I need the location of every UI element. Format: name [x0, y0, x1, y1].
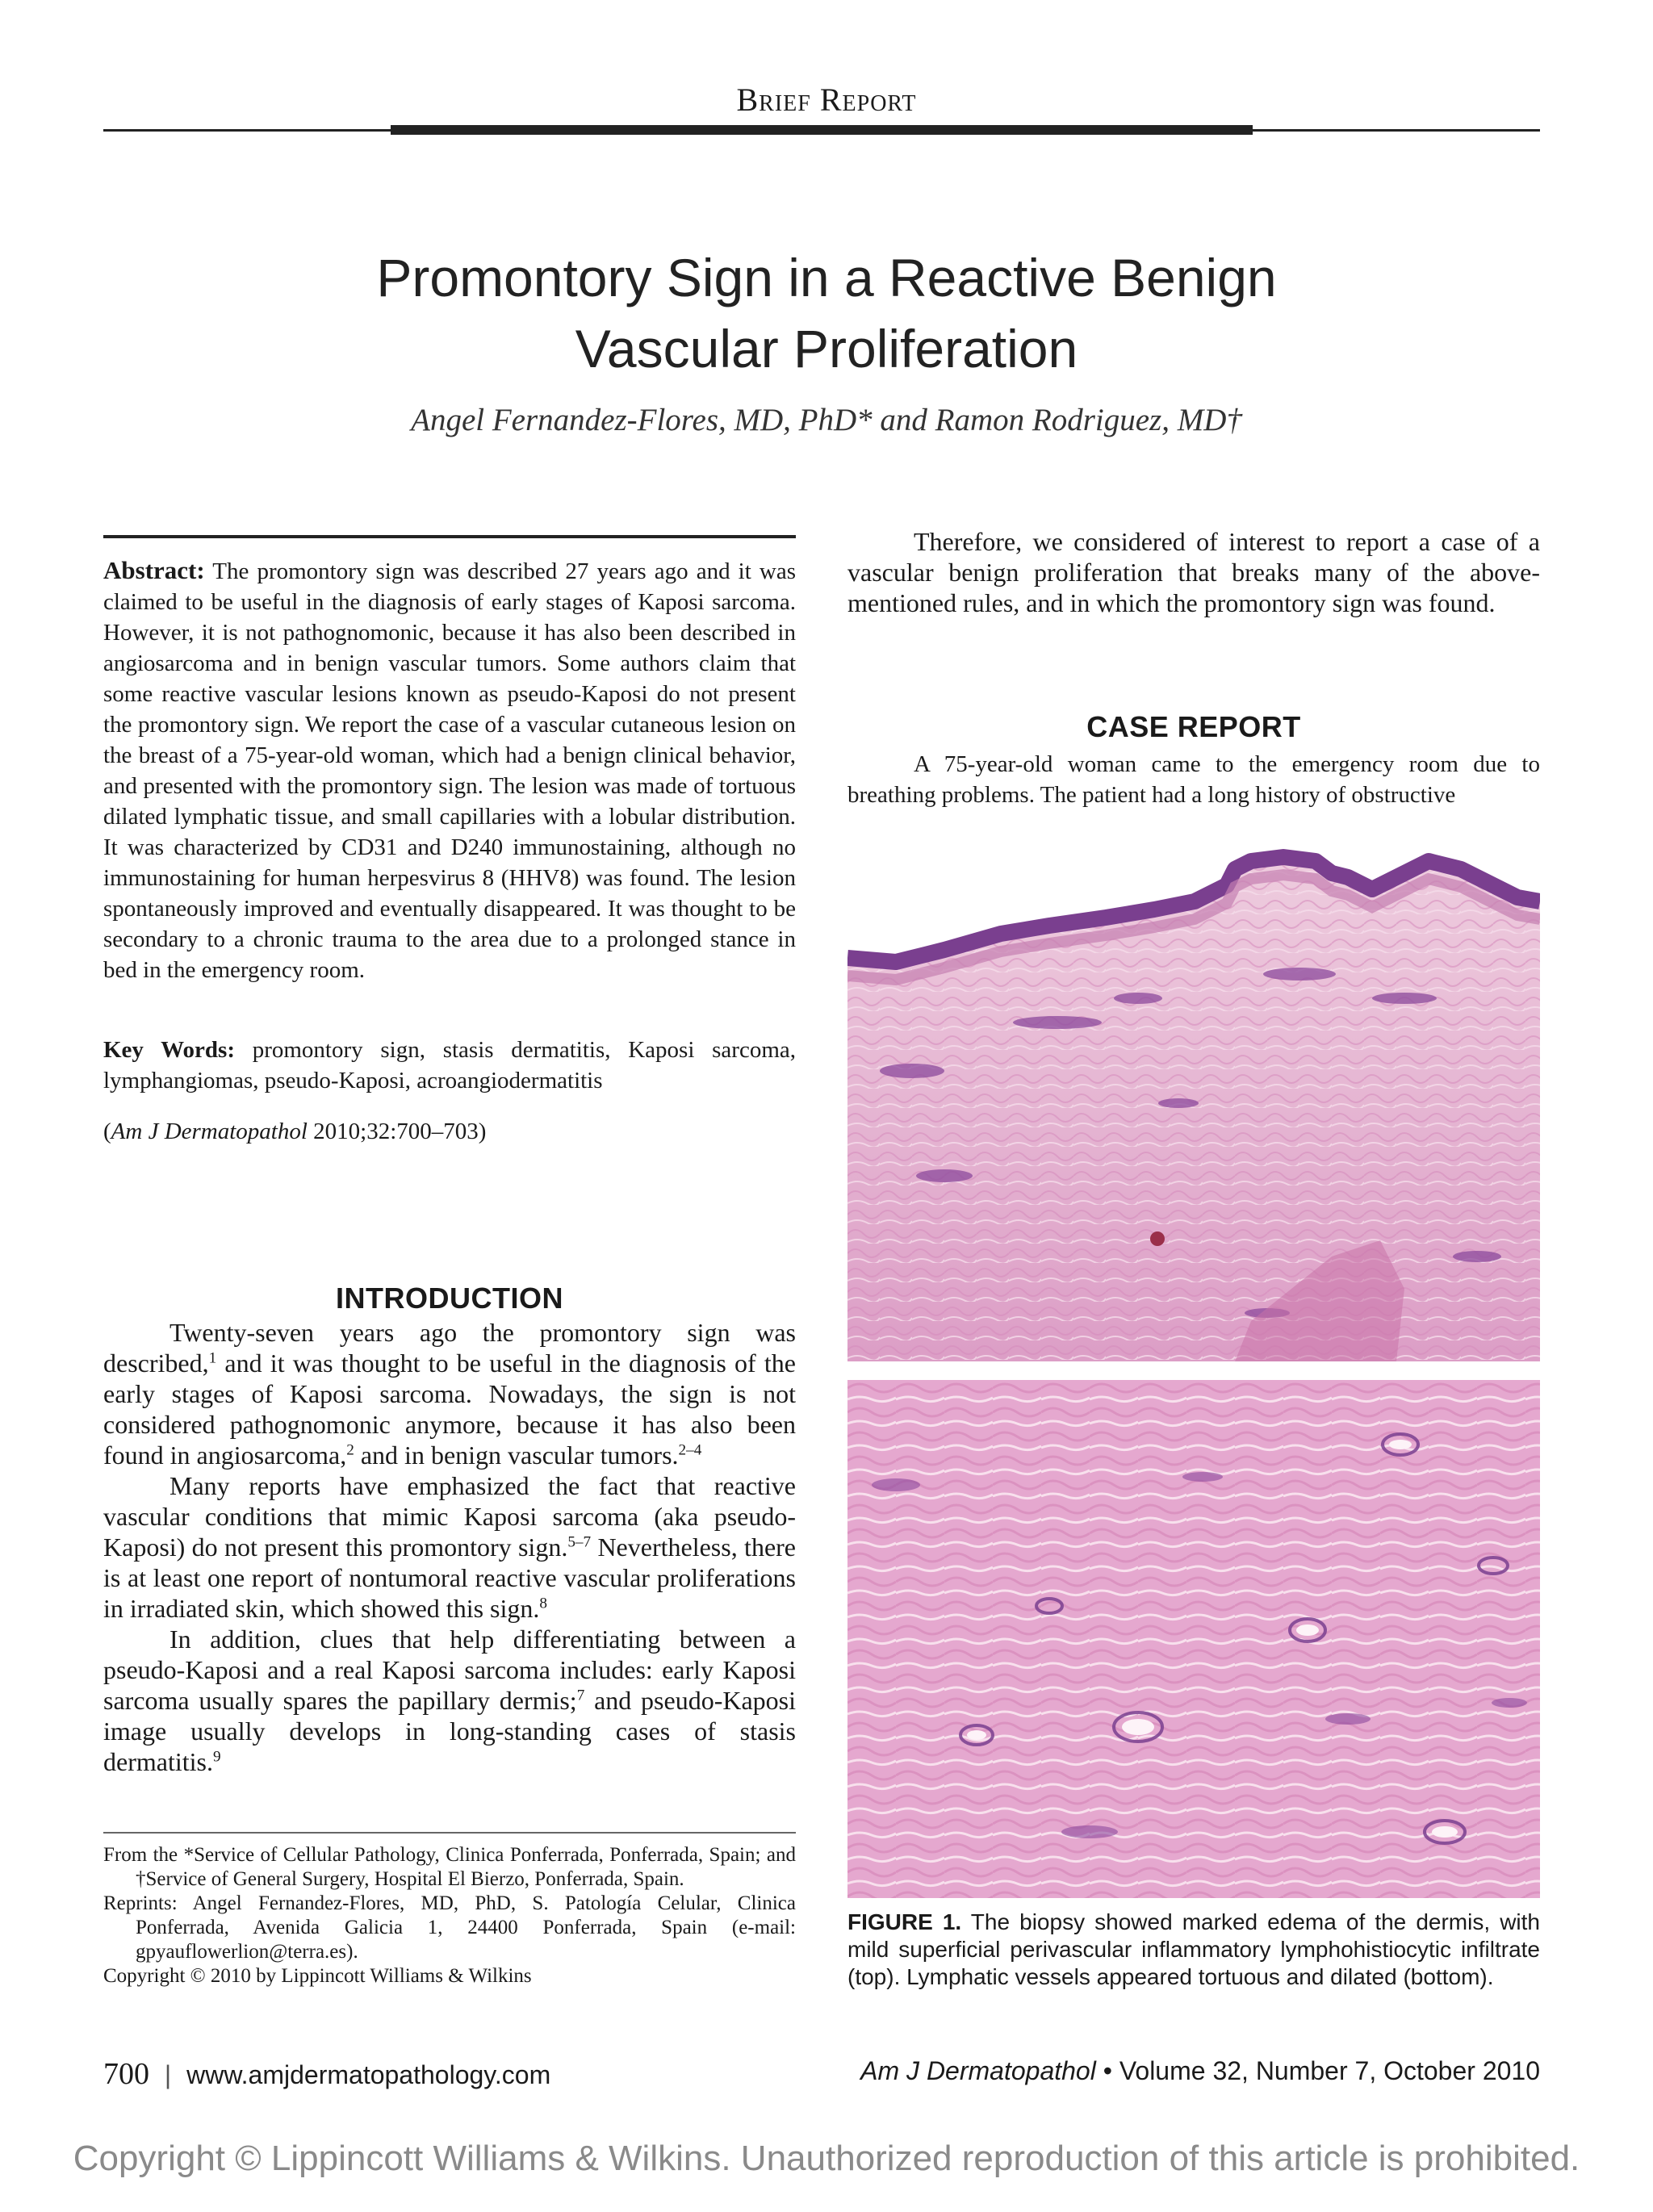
figure-caption: [847, 1909, 1540, 1991]
intro-p3-text-b: and pseudo-Kaposi image usually develops in long-standing cases of stasis dermatitis.: [103, 1686, 797, 1776]
case-report-body: [847, 749, 1540, 810]
abstract-rule: [103, 535, 796, 538]
introduction-body: [103, 1317, 796, 1777]
intro-p2-text-a: Many reports have emphasized the fact that reactive vascular conditions that mimic Kaposi sarcoma (aka pseudo-Kaposi) do not present this promontory sign.: [103, 1471, 796, 1562]
footer-issue: • Volume 32, Number 7, October 2010: [1095, 2056, 1540, 2085]
reference-marker: 2: [346, 1441, 354, 1459]
footnote-rule: [103, 1832, 796, 1834]
abstract-text: The promontory sign was described 27 years ago and it was claimed to be useful in the diagnosis of early stages of Kaposi sarcoma. However, it is not pathognomonic, because it has also been described in angiosarcoma and in benign vascular tumors. Some authors claim that some reactive vascular lesions known as pseudo-Kaposi do not present the promontory sign. We report the case of a vascular cutaneous lesion on the breast of a 75-year-old woman, which had a benign clinical behavior, and presented with the promontory sign. The lesion was made of tortuous dilated lymphatic tissue, and small capillaries with a lobular distribution. It was characterized by CD31 and D240 immunostaining, although no immunostaining for human herpesvirus 8 (HHV8) was found. The lesion spontaneously improved and eventually disappeared. It was thought to be secondary to a chronic trauma to the area due to a prolonged stance in bed in the emergency room.: [103, 558, 796, 983]
reference-marker: 7: [576, 1687, 585, 1704]
case-report-heading: CASE REPORT: [1086, 710, 1301, 743]
case-report-text: A 75-year-old woman came to the emergency room due to breathing problems. The patient had a long history of obstructive: [847, 751, 1540, 808]
intro-p1-text-b: and it was thought to be useful in the diagnosis of the early stages of Kaposi sarcoma. Nowadays, the sign is not considered pathognomonic anymore, because it has also been found in angiosarcoma,: [103, 1349, 796, 1470]
author-list: Angel Fernandez-Flores, MD, PhD* and Ramon Rodriguez, MD†: [411, 403, 1242, 437]
citation-open: (: [103, 1119, 111, 1144]
figure-caption-text: The biopsy showed marked edema of the dermis, with mild superficial perivascular inflammatory lymphohistiocytic infiltrate (top). Lymphatic vessels appeared tortuous and dilated (bottom).: [847, 1909, 1540, 1989]
introduction-heading: INTRODUCTION: [336, 1282, 563, 1315]
article-title: [242, 242, 1411, 384]
figure-label: FIGURE 1.: [847, 1909, 962, 1934]
reference-marker: 1: [208, 1349, 217, 1367]
footer-separator: |: [164, 2060, 172, 2089]
page-footer-left: [103, 2056, 550, 2092]
intro-paragraph-3: [103, 1624, 796, 1777]
right-intro-text: Therefore, we considered of interest to report a case of a vascular benign proliferation that breaks many of the above-mentioned rules, and in which the promontory sign was found.: [847, 527, 1540, 617]
keywords: [103, 1035, 796, 1096]
page-number: 700: [103, 2057, 149, 2091]
figure-panel-top: [847, 837, 1540, 1361]
citation: [103, 1116, 796, 1147]
reprints-footnote: Reprints: Angel Fernandez-Flores, MD, PhD, S. Patología Celular, Clinica Ponferrada, Avenida Galicia 1, 24400 Ponferrada, Spain (e-mail: gpyauflowerlion@terra.es).: [103, 1892, 796, 1963]
reference-marker: 2–4: [678, 1441, 702, 1459]
affiliation-footnote: From the *Service of Cellular Pathology, Clinica Ponferrada, Ponferrada, Spain; and †Service of General Surgery, Hospital El Bierzo, Ponferrada, Spain.: [103, 1844, 796, 1890]
abstract: [103, 555, 796, 985]
section-label: Brief Report: [736, 82, 917, 118]
intro-p3-text-a: In addition, clues that help differentiating between a pseudo-Kaposi and a real Kaposi sarcoma includes: early Kaposi sarcoma usually spares the papillary dermis;: [103, 1625, 796, 1715]
intro-paragraph-2: [103, 1470, 796, 1624]
intro-p2-text-b: Nevertheless, there is at least one report of nontumoral reactive vascular proliferations in irradiated skin, which showed this sign.: [103, 1533, 797, 1623]
right-intro-paragraph: [847, 526, 1540, 618]
citation-rest: 2010;32:700–703): [307, 1119, 487, 1144]
title-line-2: Vascular Proliferation: [575, 319, 1078, 378]
reference-marker: 5–7: [567, 1533, 592, 1551]
abstract-label: Abstract:: [103, 556, 205, 584]
copyright-banner: Copyright © Lippincott Williams & Wilkins. Unauthorized reproduction of this article is prohibited.: [73, 2139, 1580, 2178]
histology-image-bottom: [847, 1380, 1540, 1898]
intro-p1-text-a: Twenty-seven years ago the promontory sign was described,: [103, 1318, 796, 1378]
figure-panel-bottom: [847, 1380, 1540, 1898]
citation-journal: Am J Dermatopathol: [111, 1119, 308, 1144]
reference-marker: 9: [212, 1748, 221, 1766]
header-rule-thick: [391, 125, 1253, 135]
copyright-footnote: Copyright © 2010 by Lippincott Williams & Wilkins: [103, 1965, 532, 1987]
keywords-label: Key Words:: [103, 1037, 235, 1063]
title-line-1: Promontory Sign in a Reactive Benign: [376, 248, 1277, 307]
reference-marker: 8: [539, 1595, 547, 1612]
histology-image-top: [847, 837, 1540, 1361]
journal-website-link[interactable]: www.amjdermatopathology.com: [186, 2060, 551, 2089]
intro-paragraph-1: [103, 1317, 796, 1470]
page-footer-right: [860, 2056, 1540, 2086]
footer-journal: Am J Dermatopathol: [860, 2056, 1096, 2085]
keywords-text: promontory sign, stasis dermatitis, Kaposi sarcoma, lymphangiomas, pseudo-Kaposi, acroangiodermatitis: [103, 1037, 796, 1093]
intro-p1-text-c: and in benign vascular tumors.: [354, 1441, 679, 1470]
footnotes: [103, 1843, 796, 1988]
